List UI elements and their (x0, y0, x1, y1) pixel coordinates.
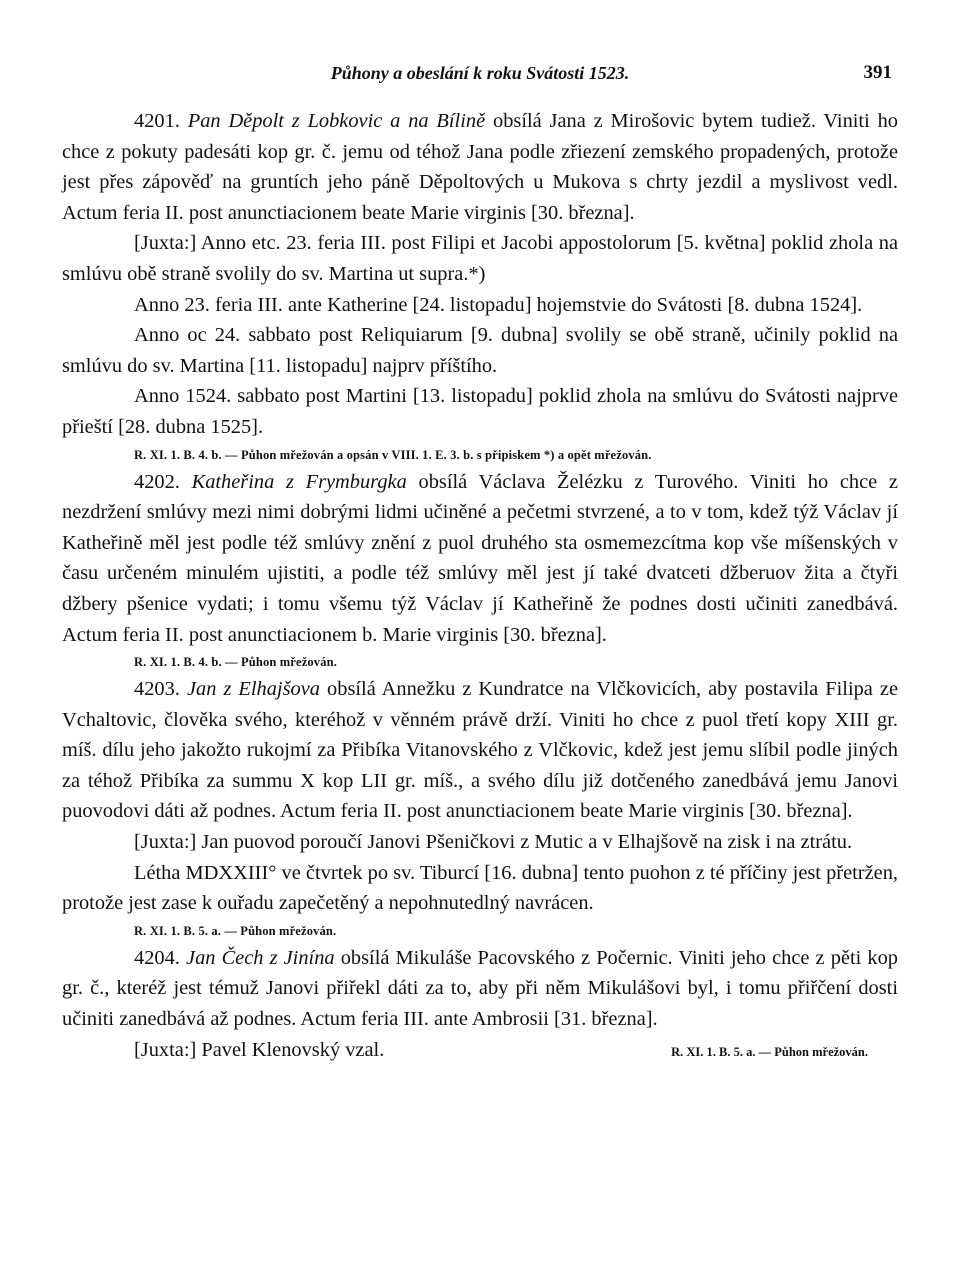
entry-4204 (62, 943, 898, 1067)
entry-paragraph (62, 674, 898, 827)
entry-paragraph: Anno oc 24. sabbato post Reliquiarum [9. dubna] svolily se obě straně, učinily poklid na smlúvu do sv. Martina [11. listopadu] najprv příštího. (62, 324, 898, 377)
document-page (62, 52, 898, 1252)
entry-final-line (62, 1035, 898, 1068)
entry-paragraph: [Juxta:] Anno etc. 23. feria III. post Filipi et Jacobi appostolorum [5. května] poklid zhola na smlúvu obě straně svolily do sv. Martina ut supra.*) (62, 232, 898, 285)
page-header (62, 52, 898, 94)
entry-number: 4202. (134, 470, 180, 493)
entry-4202 (62, 467, 898, 675)
entry-paragraph: [Juxta:] Pavel Klenovský vzal. (134, 1038, 385, 1061)
entry-paragraph (62, 467, 898, 651)
archival-note: R. XI. 1. B. 4. b. — Půhon mřežován a opsán v VIII. 1. E. 3. b. s připiskem *) a opět mřežován. (134, 447, 652, 462)
page-number: 391 (863, 62, 892, 83)
entry-text: obsílá Mikuláše Pacovského z Počernic. Viniti jeho chce z pěti kop gr. č., kteréž jest témuž Janovi přiřekl dáti za to, aby při něm Mikulášovi byl, i tomu přiřčení dosti učiniti zanedbává až podnes. Actum feria III. ante Ambrosii [31. března]. (62, 946, 898, 1031)
entry-text: obsílá Annežku z Kundratce na Vlčkovicích, aby postavila Filipa ze Vchaltovic, člověka svého, kteréhož v věnném právě drží. Viniti ho chce z puol třetí kopy XIII gr. míš. dílu jeho jakožto rukojmí za Přibíka Vitanovského z Vlčkovic, kdež jest jemu slíbil podle jiných za téhož Přibíka za summu X kop LII gr. míš., a svého dílu již dotčeného zanedbává jemu Janovi puovodovi dáti až podnes. Actum feria II. post anunctiacionem beate Marie virginis [30. března]. (62, 678, 899, 823)
party-name: Jan Čech z Jinína (186, 946, 335, 969)
entry-text: obsílá Jana z Mirošovic bytem tudiež. Viniti ho chce z pokuty padesáti kop gr. č. jemu od téhož Jana podle zřiezení zemského propadených, protože jest přes zápověď na gruntích jeho páně Děpoltových u Mukova s chrty jezdil a myslivost vedl. Actum feria II. post anunctiacionem beate Marie virginis [30. března]. (62, 110, 899, 224)
entry-paragraph: Létha MDXXIII° ve čtvrtek po sv. Tiburcí [16. dubna] tento puohon z té příčiny jest přetržen, protože jest zase k ouřadu zapečetěný a nepohnutedlný navrácen. (62, 861, 898, 915)
entry-paragraph: Anno 1524. sabbato post Martini [13. listopadu] poklid zhola na smlúvu do Svátosti najprve přieští [28. dubna 1525]. (62, 385, 898, 438)
entry-paragraph: [Juxta:] Jan puovod poroučí Janovi Pšeničkovi z Mutic a v Elhajšově na zisk i na ztrátu. (134, 831, 853, 854)
archival-note: R. XI. 1. B. 5. a. — Půhon mřežován. (671, 1044, 868, 1059)
entry-paragraph: Anno 23. feria III. ante Katherine [24. listopadu] hojemstvie do Svátosti [8. dubna 1524]. (134, 293, 863, 316)
running-title: Půhony a obeslání k roku Svátosti 1523. (330, 63, 630, 83)
party-name: Katheřina z Frymburgka (191, 470, 407, 493)
party-name: Jan z Elhajšova (186, 678, 320, 701)
archival-note: R. XI. 1. B. 4. b. — Půhon mřežován. (134, 655, 337, 670)
party-name: Pan Děpolt z Lobkovic a na Bílině (187, 110, 486, 132)
entry-paragraph (62, 106, 898, 228)
archival-note: R. XI. 1. B. 5. a. — Půhon mřežován. (134, 923, 337, 938)
entry-4201 (62, 106, 898, 467)
entry-text: obsílá Václava Želézku z Turového. Viniti ho chce z nezdržení smlúvy mezi nimi dobrými lidmi učiněné a pečetmi stvrzené, a to v tom, kdež týž Václav jí Katheřině měl jest podle též smlúvy znění z puol druhého sta osmemezcítma kop vše míšenských v času určeném minulém ujistiti, a podle též smlúvy měl jest jí také dvatceti džberuov žita a čtyři džbery pšenice vydati; i tomu všemu týž Václav jí Katheřině že podnes dosti učiniti zanedbává. Actum feria II. post anunctiacionem b. Marie virginis [30. března]. (62, 470, 898, 646)
entry-number: 4204. (134, 946, 180, 969)
entry-4203 (62, 674, 898, 943)
entry-paragraph (62, 943, 898, 1035)
entry-number: 4203. (134, 678, 180, 701)
entry-number: 4201. (134, 110, 180, 132)
